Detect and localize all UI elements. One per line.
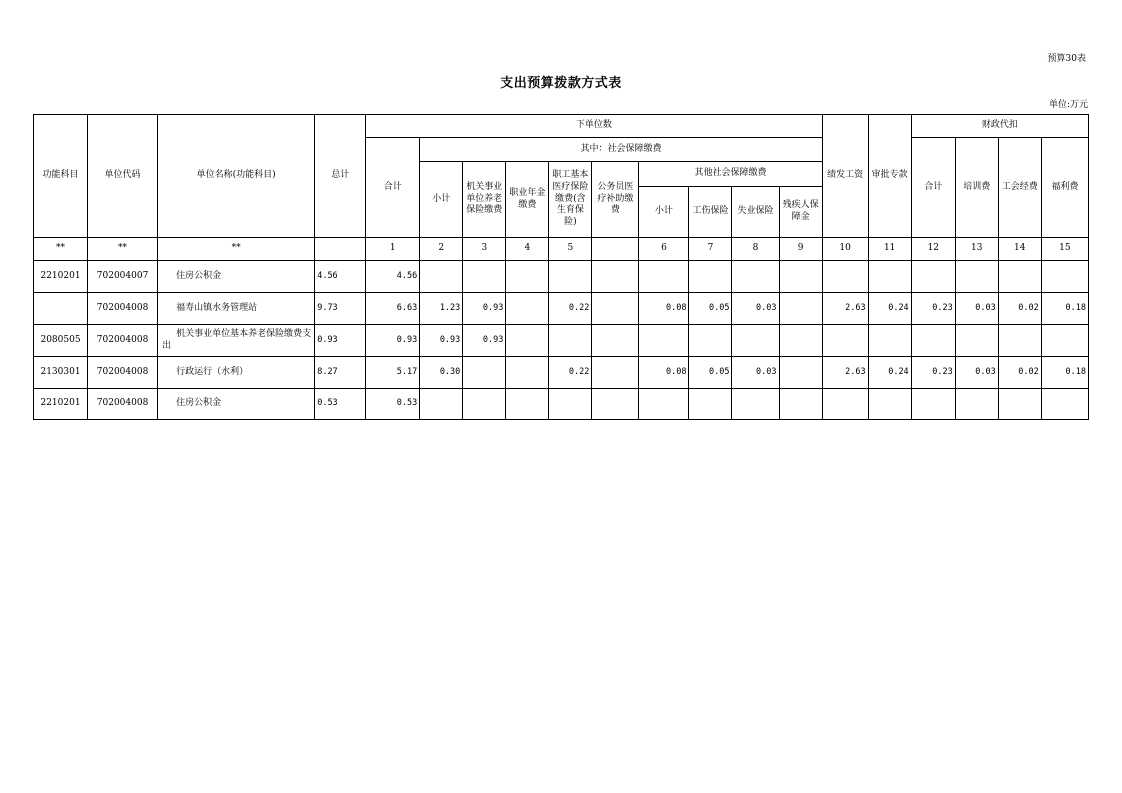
func-subject-cell: 2210201	[34, 389, 88, 420]
value-cell	[779, 261, 822, 293]
value-cell	[955, 261, 998, 293]
value-cell: 0.24	[868, 357, 911, 389]
value-cell	[592, 325, 639, 357]
value-cell	[955, 389, 998, 420]
header-performance-pay: 绩发工资	[822, 115, 868, 238]
value-cell: 0.05	[689, 357, 732, 389]
value-cell: 5.17	[366, 357, 420, 389]
header-other-social: 其他社会保障缴费	[639, 162, 822, 187]
value-cell: 0.05	[689, 293, 732, 325]
unit-code-cell: 702004007	[88, 261, 158, 293]
value-cell: 0.03	[955, 293, 998, 325]
index-row	[34, 238, 1089, 261]
value-cell: 0.22	[549, 357, 592, 389]
unit-code-cell: 702004008	[88, 389, 158, 420]
header-among-social: 其中：社会保障缴费	[420, 138, 822, 162]
index-cell: **	[88, 238, 158, 261]
header-total: 总计	[315, 115, 366, 238]
value-cell	[1041, 261, 1088, 293]
header-pension: 机关事业单位养老保险缴费	[463, 162, 506, 238]
value-cell	[911, 325, 955, 357]
value-cell	[463, 357, 506, 389]
index-cell: 14	[998, 238, 1041, 261]
value-cell: 0.24	[868, 293, 911, 325]
index-cell: **	[158, 238, 315, 261]
total-cell: 9.73	[315, 293, 366, 325]
value-cell	[779, 389, 822, 420]
value-cell: 0.03	[955, 357, 998, 389]
value-cell: 0.23	[911, 293, 955, 325]
total-cell: 8.27	[315, 357, 366, 389]
value-cell	[463, 261, 506, 293]
value-cell	[911, 261, 955, 293]
value-cell	[998, 389, 1041, 420]
index-cell: 12	[911, 238, 955, 261]
func-subject-cell: 2080505	[34, 325, 88, 357]
value-cell	[420, 261, 463, 293]
value-cell: 6.63	[366, 293, 420, 325]
func-subject-cell	[34, 293, 88, 325]
func-subject-cell: 2210201	[34, 261, 88, 293]
value-cell: 0.03	[732, 293, 779, 325]
value-cell	[592, 389, 639, 420]
value-cell	[822, 389, 868, 420]
value-cell: 1.23	[420, 293, 463, 325]
unit-code-cell: 702004008	[88, 293, 158, 325]
value-cell: 0.93	[463, 325, 506, 357]
total-cell: 0.53	[315, 389, 366, 420]
index-cell: 6	[639, 238, 689, 261]
index-cell: 13	[955, 238, 998, 261]
index-cell: 7	[689, 238, 732, 261]
func-subject-cell: 2130301	[34, 357, 88, 389]
header-medical: 职工基本医疗保险缴费(含生育保险)	[549, 162, 592, 238]
unit-name-cell: 机关事业单位基本养老保险缴费支出	[158, 325, 315, 357]
value-cell: 0.30	[420, 357, 463, 389]
value-cell: 0.02	[998, 357, 1041, 389]
index-cell: **	[34, 238, 88, 261]
header-func-subject: 功能科目	[34, 115, 88, 238]
value-cell	[639, 389, 689, 420]
value-cell: 0.22	[549, 293, 592, 325]
unit-code-cell: 702004008	[88, 325, 158, 357]
index-cell: 11	[868, 238, 911, 261]
value-cell: 0.08	[639, 293, 689, 325]
value-cell	[1041, 325, 1088, 357]
total-cell: 4.56	[315, 261, 366, 293]
value-cell: 0.02	[998, 293, 1041, 325]
header-unit-name: 单位名称(功能科目)	[158, 115, 315, 238]
unit-code-cell: 702004008	[88, 357, 158, 389]
value-cell	[506, 261, 549, 293]
budget-table	[33, 114, 1089, 420]
value-cell	[732, 325, 779, 357]
value-cell	[549, 389, 592, 420]
value-cell	[639, 261, 689, 293]
header-unit-code: 单位代码	[88, 115, 158, 238]
index-cell: 2	[420, 238, 463, 261]
value-cell	[592, 261, 639, 293]
value-cell	[779, 293, 822, 325]
value-cell	[868, 389, 911, 420]
value-cell: 0.03	[732, 357, 779, 389]
index-cell: 5	[549, 238, 592, 261]
value-cell	[592, 293, 639, 325]
value-cell	[463, 389, 506, 420]
value-cell: 0.18	[1041, 357, 1088, 389]
value-cell	[868, 261, 911, 293]
value-cell: 0.93	[366, 325, 420, 357]
value-cell	[998, 261, 1041, 293]
value-cell	[998, 325, 1041, 357]
value-cell	[420, 389, 463, 420]
value-cell	[506, 325, 549, 357]
value-cell	[639, 325, 689, 357]
value-cell	[868, 325, 911, 357]
value-cell: 4.56	[366, 261, 420, 293]
value-cell	[732, 261, 779, 293]
table-row	[34, 389, 1089, 420]
value-cell	[911, 389, 955, 420]
value-cell	[1041, 389, 1088, 420]
header-fd-total: 合计	[911, 138, 955, 238]
index-cell: 1	[366, 238, 420, 261]
index-cell: 10	[822, 238, 868, 261]
value-cell: 2.63	[822, 357, 868, 389]
header-finance-deduct: 财政代扣	[911, 115, 1088, 138]
value-cell	[689, 261, 732, 293]
header-lower-sum: 合计	[366, 138, 420, 238]
table-row	[34, 261, 1089, 293]
table-row	[34, 357, 1089, 389]
index-cell	[592, 238, 639, 261]
index-cell: 8	[732, 238, 779, 261]
unit-name-cell: 住房公积金	[158, 389, 315, 420]
value-cell: 0.08	[639, 357, 689, 389]
index-cell: 3	[463, 238, 506, 261]
table-row	[34, 293, 1089, 325]
header-social-subtotal: 小计	[420, 162, 463, 238]
unit-label: 单位:万元	[1048, 100, 1088, 110]
index-cell: 4	[506, 238, 549, 261]
header-training: 培训费	[955, 138, 998, 238]
page-title: 支出预算拨款方式表	[500, 76, 622, 91]
unit-name-cell: 行政运行（水利）	[158, 357, 315, 389]
value-cell	[732, 389, 779, 420]
header-annuity: 职业年金缴费	[506, 162, 549, 238]
value-cell	[549, 325, 592, 357]
value-cell	[506, 293, 549, 325]
header-lower-units: 下单位数	[366, 115, 822, 138]
value-cell: 0.23	[911, 357, 955, 389]
value-cell	[549, 261, 592, 293]
index-cell	[315, 238, 366, 261]
value-cell	[822, 261, 868, 293]
index-cell: 15	[1041, 238, 1088, 261]
header-union: 工会经费	[998, 138, 1041, 238]
value-cell	[592, 357, 639, 389]
header-disability: 残疾人保障金	[779, 187, 822, 238]
value-cell	[506, 389, 549, 420]
header-other-subtotal: 小计	[639, 187, 689, 238]
value-cell: 2.63	[822, 293, 868, 325]
header-approved-fund: 审批专款	[868, 115, 911, 238]
value-cell: 0.93	[463, 293, 506, 325]
value-cell	[779, 325, 822, 357]
value-cell	[955, 325, 998, 357]
value-cell	[822, 325, 868, 357]
table-row	[34, 325, 1089, 357]
header-civil-medical: 公务员医疗补助缴费	[592, 162, 639, 238]
header-welfare: 福利费	[1041, 138, 1088, 238]
header-unemployment: 失业保险	[732, 187, 779, 238]
form-number: 预算30表	[1047, 54, 1086, 64]
value-cell	[779, 357, 822, 389]
value-cell	[689, 325, 732, 357]
total-cell: 0.93	[315, 325, 366, 357]
unit-name-cell: 福寿山镇水务管理站	[158, 293, 315, 325]
header-injury: 工伤保险	[689, 187, 732, 238]
value-cell: 0.18	[1041, 293, 1088, 325]
value-cell: 0.53	[366, 389, 420, 420]
index-cell: 9	[779, 238, 822, 261]
value-cell: 0.93	[420, 325, 463, 357]
value-cell	[506, 357, 549, 389]
value-cell	[689, 389, 732, 420]
unit-name-cell: 住房公积金	[158, 261, 315, 293]
